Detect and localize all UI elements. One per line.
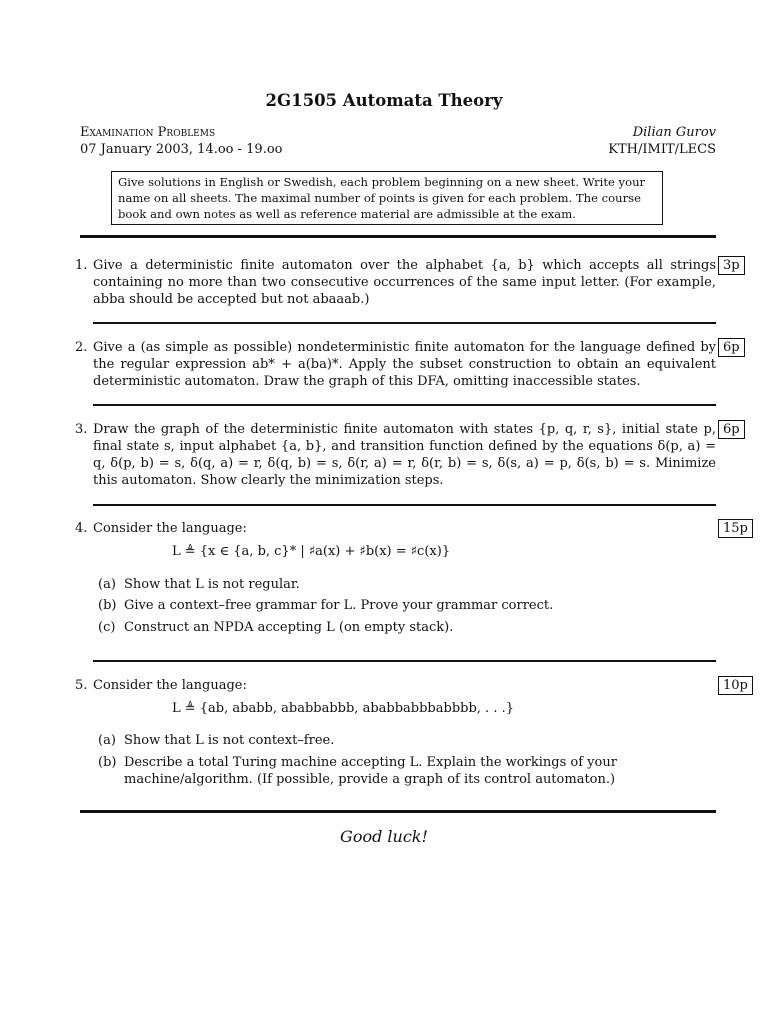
header-right [608,124,716,158]
subproblem-label: (b) [98,598,117,613]
problem-4 [75,520,716,537]
subproblem [98,754,716,788]
problem-number: 1. [75,258,88,273]
subproblem [98,597,716,614]
header-left [80,124,282,158]
problem-text: Give a deterministic finite automaton over the alphabet {a, b} which accepts all strings containing no more than two consecutive occurrences of the same input letter. (For example, abba should be accepted but not abaaab.) [93,258,716,307]
header-divider [80,235,716,238]
problem-5 [75,677,716,694]
affiliation: KTH/IMIT/LECS [608,142,716,157]
subproblem-text: Describe a total Turing machine accepting L. Explain the workings of your machine/algorithm. (If possible, provide a graph of its control automaton.) [124,755,617,787]
points-badge: 15p [718,519,753,538]
subproblem-label: (a) [98,577,116,592]
problem-number: 5. [75,678,88,693]
subproblem [98,576,716,593]
problem-text: Give a (as simple as possible) nondeterministic finite automaton for the language defined by the regular expression ab* + a(ba)*. Apply the subset construction to obtain an equivalent deterministic automaton. Draw the graph of this DFA, omitting inaccessible states. [93,340,716,389]
subproblem-label: (a) [98,733,116,748]
subproblem-text: Give a context–free grammar for L. Prove your grammar correct. [124,598,554,613]
points-badge: 6p [718,420,745,439]
subproblem-text: Show that L is not context–free. [124,733,335,748]
problem-text: Consider the language: [93,678,247,693]
exam-label: Examination Problems [80,125,216,140]
problem-divider [93,322,716,324]
formula: L ≜ {ab, ababb, ababbabbb, ababbabbbabbbb, . . .} [172,701,514,716]
problem-text: Consider the language: [93,521,247,536]
problem-number: 2. [75,340,88,355]
problem-number: 3. [75,422,88,437]
author-name: Dilian Gurov [632,125,716,140]
subproblem [98,619,716,636]
problem-1 [75,257,716,308]
instructions-box: Give solutions in English or Swedish, each problem beginning on a new sheet. Write your name on all sheets. The maximal number of points is given for each problem. The course book and own notes as well as reference material are admissible at the exam. [111,171,663,225]
problem-text: Draw the graph of the deterministic finite automaton with states {p, q, r, s}, initial state p, final state s, input alphabet {a, b}, and transition function defined by the equations δ(p, a) = q, δ(p, b) = s, δ(q, a) = r, δ(q, b) = s, δ(r, a) = r, δ(r, b) = s, δ(s, a) = p, δ(s, b) = s. Minimize this automaton. Show clearly the minimization steps. [93,422,716,488]
problem-divider [93,504,716,506]
points-badge: 10p [718,676,753,695]
subproblem-text: Construct an NPDA accepting L (on empty stack). [124,620,454,635]
problem-divider [93,404,716,406]
footer-divider [80,810,716,813]
subproblem-text: Show that L is not regular. [124,577,300,592]
problem-divider [93,660,716,662]
subproblem [98,732,716,749]
problem-3 [75,421,716,489]
page-title: 2G1505 Automata Theory [265,91,503,110]
points-badge: 6p [718,338,745,357]
subproblem-label: (b) [98,755,117,770]
closing-text: Good luck! [340,827,428,846]
subproblem-label: (c) [98,620,116,635]
problem-number: 4. [75,521,88,536]
problem-2 [75,339,716,390]
points-badge: 3p [718,256,745,275]
exam-date: 07 January 2003, 14.oo - 19.oo [80,142,283,157]
formula: L ≜ {x ∈ {a, b, c}* | ♯a(x) + ♯b(x) = ♯c(x)} [172,544,451,559]
